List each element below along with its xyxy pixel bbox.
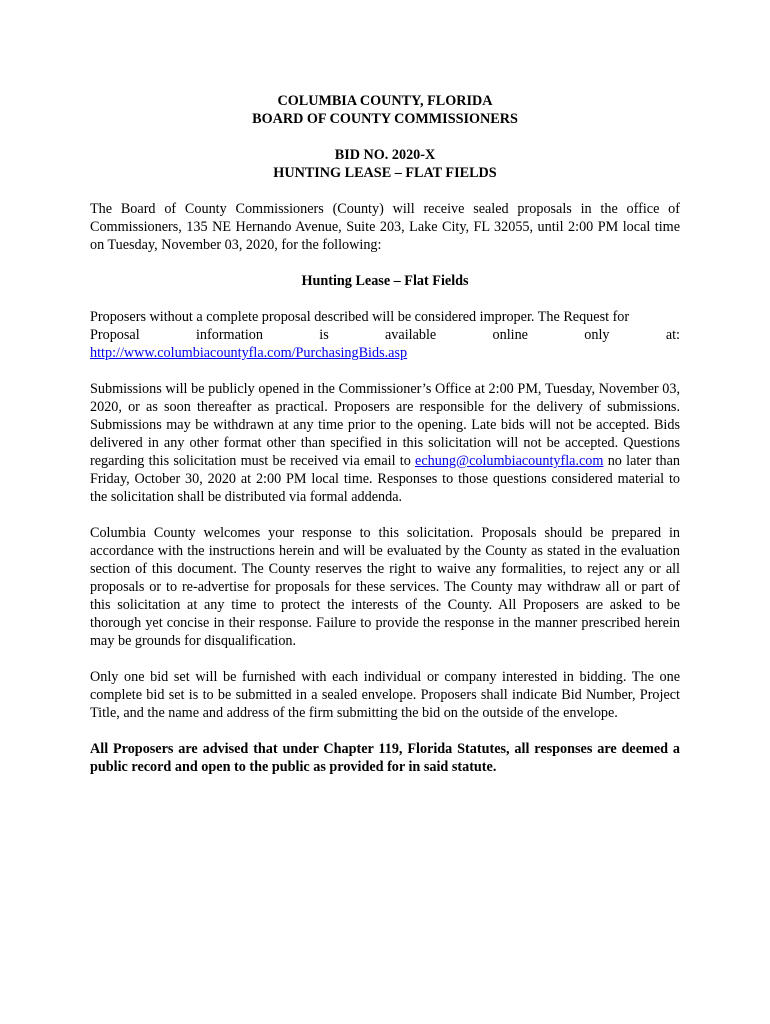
- document-header: [90, 92, 680, 128]
- bid-heading: [90, 146, 680, 182]
- welcome-paragraph: Columbia County welcomes your response to this solicitation. Proposals should be prepared in accordance with the instructions herein and will be evaluated by the County as stated in the evaluation section of this document. The County reserves the right to waive any formalities, to reject any or all proposals or to re-advertise for proposals for these services. The County may withdraw all or part of this solicitation at any time to protect the interests of the County. All Proposers are asked to be thorough yet concise in their response. Failure to provide the response in the manner prescribed herein may be grounds for disqualification.: [90, 525, 680, 649]
- bid-title: HUNTING LEASE – FLAT FIELDS: [273, 165, 497, 181]
- submissions-text: Submissions will be publicly opened in the Commissioner’s Office at 2:00 PM, Tuesday, November 03, 2020, or as soon thereafter as practical. Proposers are responsible for the delivery of submissions. Submissions may be withdrawn at any time prior to the opening. Late bids will not be accepted. Bids delivered in any other format other than specified in this solicitation will not be accepted. Questions regarding this solicitation must be received via email to: [90, 381, 680, 469]
- public-record-paragraph: All Proposers are advised that under Chapter 119, Florida Statutes, all responses are deemed a public record and open to the public as provided for in said statute.: [90, 741, 680, 775]
- proposal-info-line1: Proposers without a complete proposal described will be considered improper. The Request for: [90, 309, 630, 325]
- contact-email-link[interactable]: echung@columbiacountyfla.com: [415, 453, 604, 469]
- document-page: [90, 92, 680, 794]
- section-title: Hunting Lease – Flat Fields: [301, 273, 469, 289]
- bid-set-paragraph: Only one bid set will be furnished with each individual or company interested in bidding. The one complete bid set is to be submitted in a sealed envelope. Proposers shall indicate Bid Number, Project Title, and the name and address of the firm submitting the bid on the outside of the envelope.: [90, 669, 680, 721]
- submissions-paragraph: [90, 380, 680, 506]
- submissions-deadline-text: no later than Friday, October 30, 2020 at 2:00 PM local time. Responses to those questions considered material to the solicitation shall be distributed via formal addenda.: [90, 453, 680, 505]
- county-name: COLUMBIA COUNTY, FLORIDA: [277, 93, 493, 109]
- purchasing-bids-link[interactable]: http://www.columbiacountyfla.com/PurchasingBids.asp: [90, 345, 408, 361]
- proposal-info-line2: Proposal information is available online only at:: [90, 327, 680, 343]
- board-name: BOARD OF COUNTY COMMISSIONERS: [252, 111, 518, 127]
- bid-number: BID NO. 2020-X: [334, 147, 436, 163]
- proposal-info-paragraph: [90, 308, 680, 362]
- intro-paragraph: The Board of County Commissioners (County) will receive sealed proposals in the office of Commissioners, 135 NE Hernando Avenue, Suite 203, Lake City, FL 32055, until 2:00 PM local time on Tuesday, November 03, 2020, for the following:: [90, 201, 680, 253]
